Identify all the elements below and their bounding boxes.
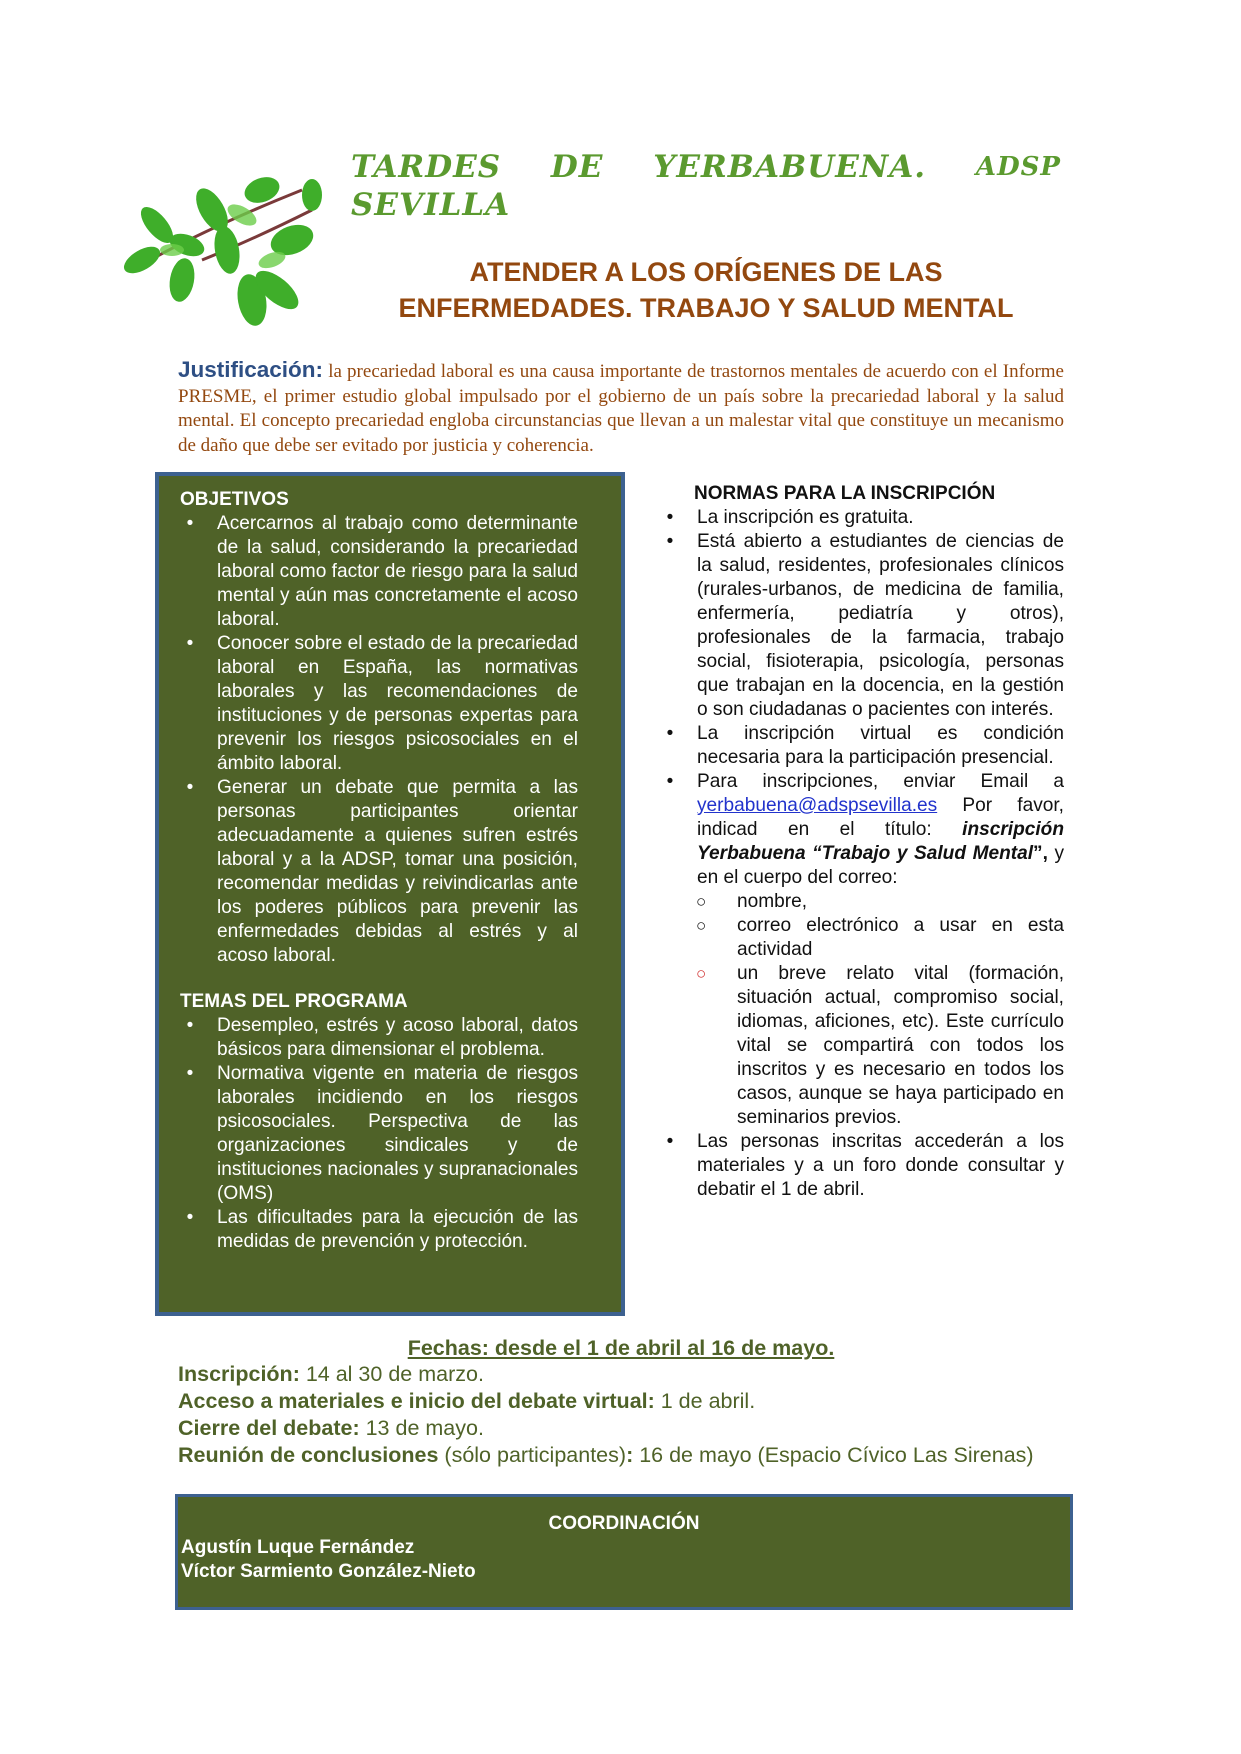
bullet-icon: • xyxy=(666,723,674,744)
list-item: • La inscripción es gratuita. xyxy=(660,506,1064,530)
email-body-list xyxy=(660,890,1064,1130)
dates-title: Fechas: desde el 1 de abril al 16 de mayo. xyxy=(407,1336,835,1360)
coordination-box xyxy=(175,1494,1073,1610)
list-item: • Para inscripciones, enviar Email a yerbabuena@adspsevilla.es Por favor, indicad en el título: inscripción Yerbabuena “Trabajo y Salud Mental”, y en el cuerpo del correo: ○ nombre, ○ correo electrónico a usar en esta actividad ○ un breve relato vital (formación, situación actual, compromiso social, idiomas, aficiones, etc). Este currículo vital se compartirá con todos los inscritos y es necesario en todos los casos, aunque se haya participado en seminarios previos. xyxy=(660,770,1064,1130)
bullet-icon: • xyxy=(666,1131,674,1152)
registration-heading: NORMAS PARA LA INSCRIPCIÓN xyxy=(694,483,996,504)
objectives-heading: OBJETIVOS xyxy=(180,489,289,510)
circle-bullet-icon: ○ xyxy=(696,916,707,935)
title-word: DE xyxy=(550,149,604,185)
sub-list-item: ○ un breve relato vital (formación, situación actual, compromiso social, idiomas, aficiones, etc). Este currículo vital se compartirá con todos los inscritos y es necesario en todos los casos, aunque se haya participado en seminarios previos. xyxy=(696,963,1064,1128)
subtitle-line1: ATENDER A LOS ORÍGENES DE LAS xyxy=(469,257,943,287)
title-word: YERBABUENA. xyxy=(653,149,927,185)
program-topics-heading: TEMAS DEL PROGRAMA xyxy=(180,991,408,1012)
bullet-icon: • xyxy=(186,1015,194,1036)
list-item: • Acercarnos al trabajo como determinante de la salud, considerando la precariedad laboral como factor de riesgo para la salud mental y aún mas concretamente el acoso laboral. xyxy=(180,512,578,632)
sub-list-item: ○ nombre, xyxy=(696,891,808,912)
circle-bullet-icon: ○ xyxy=(696,892,707,911)
list-item: • Las dificultades para la ejecución de las medidas de prevención y protección. xyxy=(180,1206,578,1254)
dates-section xyxy=(178,1335,1064,1469)
justification-text: la precariedad laboral es una causa importante de trastornos mentales de acuerdo con el Informe PRESME, el primer estudio global impulsado por el gobierno de un país sobre la precariedad laboral y la salud mental. El concepto precariedad engloba circunstancias que llevan a un malestar vital que constituye un mecanismo de daño que debe ser evitado por justicia y coherencia. xyxy=(178,361,1064,456)
list-item: • Conocer sobre el estado de la precariedad laboral en España, las normativas laborales y las recomendaciones de instituciones y de personas expertas para prevenir los riesgos psicosociales en el ámbito laboral. xyxy=(180,632,578,776)
title-word: TARDES xyxy=(351,149,502,185)
program-topics-list xyxy=(180,1014,578,1254)
bullet-icon: • xyxy=(666,507,674,528)
list-item: • Está abierto a estudiantes de ciencias de la salud, residentes, profesionales clínicos (rurales-urbanos, de medicina de familia, enfermería, pediatría y otros), profesionales de la farmacia, trabajo social, fisioterapia, psicología, personas que trabajan en la docencia, en la gestión o son ciudadanas o pacientes con interés. xyxy=(660,530,1064,722)
date-row-reunion: Reunión de conclusiones (sólo participantes): 16 de mayo (Espacio Cívico Las Sirenas) xyxy=(178,1443,1034,1467)
justification-paragraph xyxy=(178,358,1064,458)
objectives-list xyxy=(180,512,578,968)
email-link[interactable]: yerbabuena@adspsevilla.es xyxy=(697,795,938,816)
objectives-box xyxy=(155,472,625,1316)
bullet-icon: • xyxy=(186,633,194,654)
mint-sprig-image xyxy=(112,150,337,330)
title-word: ADSP xyxy=(975,152,1061,182)
email-subject: inscripción Yerbabuena “Trabajo y Salud Mental xyxy=(697,819,1064,864)
registration-rules xyxy=(660,482,1064,1202)
bullet-icon: • xyxy=(666,771,674,792)
list-item: • Desempleo, estrés y acoso laboral, datos básicos para dimensionar el problema. xyxy=(180,1014,578,1062)
justification-label: Justificación: xyxy=(178,357,324,382)
bullet-icon: • xyxy=(186,777,194,798)
list-item: • Generar un debate que permita a las personas participantes orientar adecuadamente a quienes sufren estrés laboral y a la ADSP, tomar una posición, recomendar medidas y reivindicarlas ante los poderes públicos para prevenir las enfermedades debidas al estrés y al acoso laboral. xyxy=(180,776,578,968)
document-title xyxy=(351,148,1061,224)
bullet-icon: • xyxy=(666,531,674,552)
coordinator-name: Víctor Sarmiento González-Nieto xyxy=(181,1561,476,1582)
document-subtitle xyxy=(351,254,1061,326)
subtitle-line2: ENFERMEDADES. TRABAJO Y SALUD MENTAL xyxy=(398,293,1014,323)
sub-list-item: ○ correo electrónico a usar en esta actividad xyxy=(696,915,1064,960)
coordination-heading: COORDINACIÓN xyxy=(548,1513,700,1534)
bullet-icon: • xyxy=(186,1063,194,1084)
coordinator-name: Agustín Luque Fernández xyxy=(181,1537,415,1558)
list-item: • La inscripción virtual es condición necesaria para la participación presencial. xyxy=(660,722,1064,770)
date-row-inscripcion: Inscripción: 14 al 30 de marzo. xyxy=(178,1362,484,1386)
list-item: • Las personas inscritas accederán a los materiales y a un foro donde consultar y debatir el 1 de abril. xyxy=(660,1130,1064,1202)
title-line2: SEVILLA xyxy=(351,187,511,223)
date-row-cierre: Cierre del debate: 13 de mayo. xyxy=(178,1416,484,1440)
date-row-acceso: Acceso a materiales e inicio del debate virtual: 1 de abril. xyxy=(178,1389,756,1413)
registration-list xyxy=(660,506,1064,1202)
bullet-icon: • xyxy=(186,513,194,534)
circle-bullet-icon: ○ xyxy=(696,964,707,983)
list-item: • Normativa vigente en materia de riesgos laborales incidiendo en los riesgos psicosociales. Perspectiva de las organizaciones sindicales y de instituciones nacionales y supranacionales (OMS) xyxy=(180,1062,578,1206)
bullet-icon: • xyxy=(186,1207,194,1228)
